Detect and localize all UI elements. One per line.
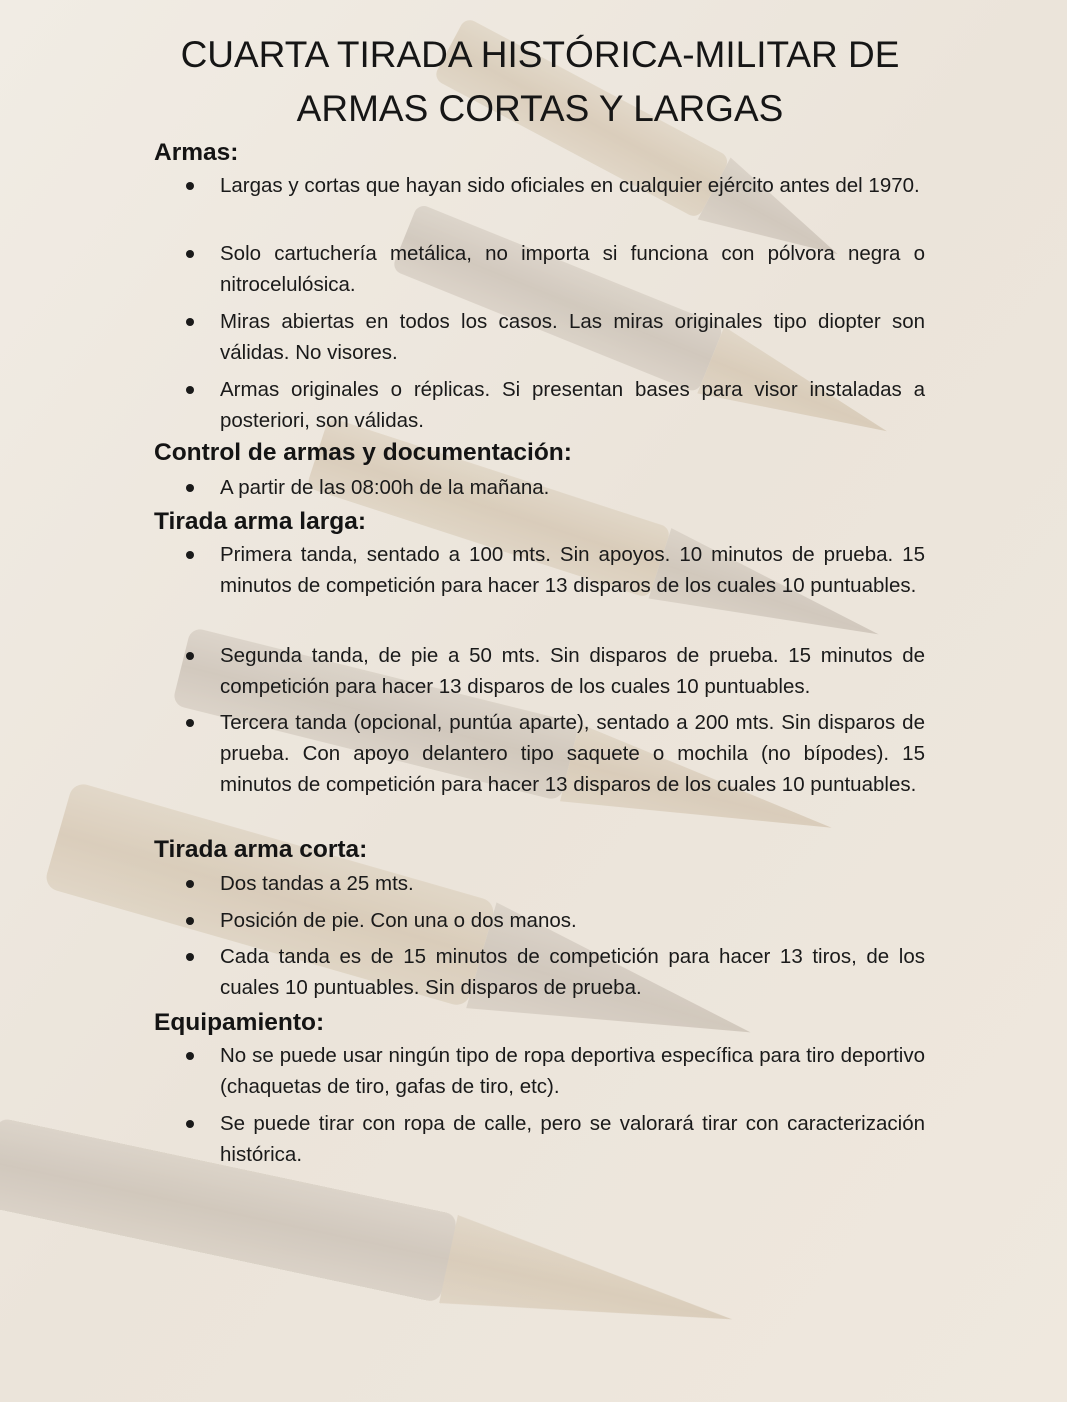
list-item: [220, 905, 925, 936]
bullet-icon: [186, 484, 194, 492]
list-item: [220, 306, 925, 368]
list-item-text: Solo cartuchería metálica, no importa si funciona con pólvora negra o nitrocelulósica.: [220, 242, 925, 296]
list-item: [220, 1040, 925, 1102]
list-item: [220, 1108, 925, 1170]
list-item: [220, 941, 925, 1003]
section-heading-equipamiento: Equipamiento:: [154, 1009, 325, 1036]
bullet-icon: [186, 182, 194, 190]
title-line-2: ARMAS CORTAS Y LARGAS: [296, 88, 784, 129]
list-item-text: Primera tanda, sentado a 100 mts. Sin apoyos. 10 minutos de prueba. 15 minutos de competición para hacer 13 disparos de los cuales 10 puntuables.: [220, 543, 925, 597]
list-item-text: Largas y cortas que hayan sido oficiales en cualquier ejército antes del 1970.: [220, 174, 920, 197]
list-item-text: Cada tanda es de 15 minutos de competición para hacer 13 tiros, de los cuales 10 puntuables. Sin disparos de prueba.: [220, 945, 925, 999]
bullet-icon: [186, 1120, 194, 1128]
list-item: [220, 374, 925, 436]
list-item: [220, 868, 925, 899]
list-item: [220, 238, 925, 300]
list-item: [220, 472, 925, 503]
list-item-text: Posición de pie. Con una o dos manos.: [220, 909, 577, 932]
title-line-1: CUARTA TIRADA HISTÓRICA-MILITAR DE: [180, 34, 900, 75]
section-heading-arma-corta: Tirada arma corta:: [154, 836, 368, 863]
bullet-icon: [186, 652, 194, 660]
list-item: [220, 170, 925, 201]
bullet-icon: [186, 318, 194, 326]
section-heading-armas: Armas:: [154, 139, 239, 166]
bullet-icon: [186, 250, 194, 258]
bullet-icon: [186, 719, 194, 727]
list-item-text: A partir de las 08:00h de la mañana.: [220, 476, 550, 499]
bullet-icon: [186, 953, 194, 961]
list-item-text: No se puede usar ningún tipo de ropa deportiva específica para tiro deportivo (chaquetas de tiro, gafas de tiro, etc).: [220, 1044, 925, 1098]
bullet-icon: [186, 880, 194, 888]
list-item-text: Se puede tirar con ropa de calle, pero se valorará tirar con caracterización histórica.: [220, 1112, 925, 1166]
document-title: [120, 28, 960, 136]
section-heading-control: Control de armas y documentación:: [154, 439, 572, 466]
list-item-text: Armas originales o réplicas. Si presentan bases para visor instaladas a posteriori, son válidas.: [220, 378, 925, 432]
bullet-icon: [186, 1052, 194, 1060]
section-heading-arma-larga: Tirada arma larga:: [154, 508, 366, 535]
list-item: [220, 640, 925, 702]
list-item: [220, 539, 925, 601]
bullet-icon: [186, 917, 194, 925]
bullet-icon: [186, 551, 194, 559]
bullet-icon: [186, 386, 194, 394]
list-item-text: Segunda tanda, de pie a 50 mts. Sin disparos de prueba. 15 minutos de competición para hacer 13 disparos de los cuales 10 puntuables.: [220, 644, 925, 698]
list-item-text: Tercera tanda (opcional, puntúa aparte), sentado a 200 mts. Sin disparos de prueba. Con apoyo delantero tipo saquete o mochila (no bípodes). 15 minutos de competición para hacer 13 disparos de los cuales 10 puntuables.: [220, 711, 925, 796]
list-item-text: Miras abiertas en todos los casos. Las miras originales tipo diopter son válidas. No visores.: [220, 310, 925, 364]
list-item: [220, 707, 925, 800]
list-item-text: Dos tandas a 25 mts.: [220, 872, 414, 895]
